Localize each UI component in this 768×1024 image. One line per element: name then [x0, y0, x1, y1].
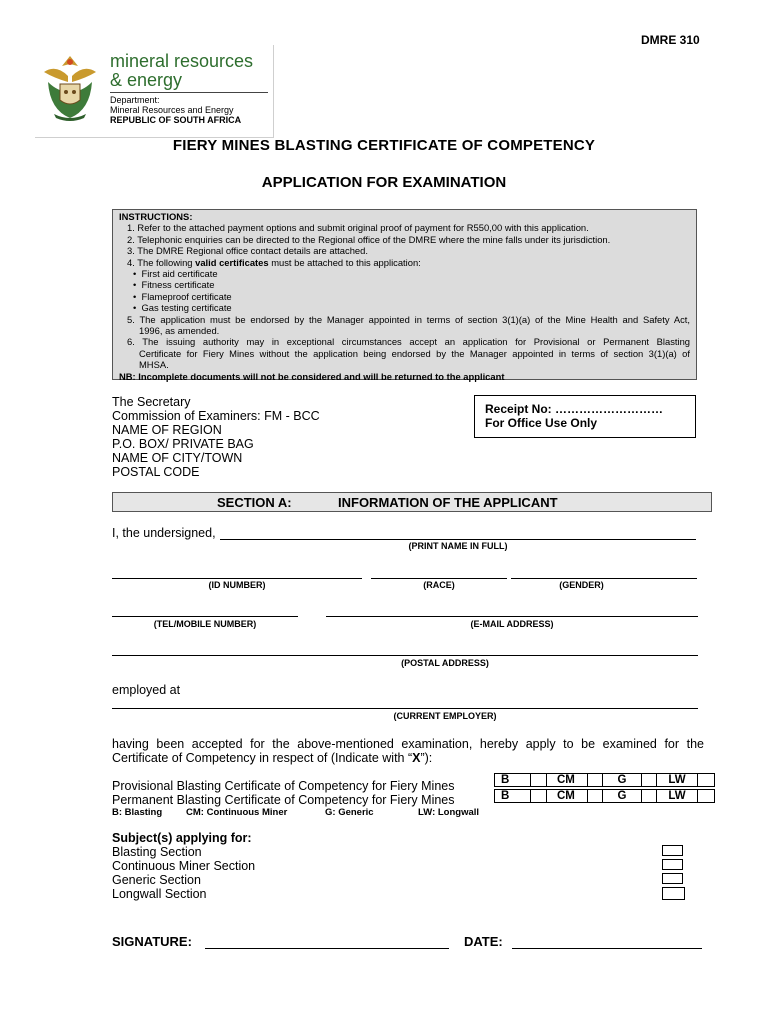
option-text: LW [668, 774, 686, 786]
form-title: FIERY MINES BLASTING CERTIFICATE OF COMPETENCY [172, 137, 596, 154]
application-statement [112, 737, 704, 765]
option-g-label [603, 774, 642, 787]
option-text: CM [557, 774, 575, 786]
email-field[interactable] [326, 616, 698, 617]
department-block [110, 95, 241, 125]
instruction-item: 3. The DMRE Regional office contact details are attached. [127, 245, 368, 257]
statement-mark: X [412, 751, 421, 765]
phone-field[interactable] [112, 616, 298, 617]
email-caption: (E-MAIL ADDRESS) [470, 619, 554, 629]
legend-longwall: LW: Longwall [418, 807, 480, 818]
bullet-text: Flameproof certificate [141, 290, 232, 302]
brand-name-line1: mineral resources [110, 51, 254, 71]
instruction-continuation: MHSA. [139, 359, 169, 371]
blasting-section-checkbox[interactable] [662, 845, 683, 856]
option-cm-label [547, 790, 588, 803]
brand-divider [110, 92, 268, 93]
recipient-address [112, 395, 320, 479]
dept-name: Mineral Resources and Energy [110, 105, 234, 115]
option-text: CM [557, 790, 575, 802]
bullet-item: • First aid certificate [133, 268, 218, 280]
instruction-item: 2. Telephonic enquiries can be directed to the Regional office of the DMRE where the mine falls under its jurisdiction. [127, 233, 611, 245]
legend-generic: G: Generic [325, 807, 374, 818]
statement-text: ”): [420, 751, 433, 765]
legend-continuous-miner: CM: Continuous Miner [186, 807, 288, 818]
bullet-text: Gas testing certificate [141, 302, 232, 314]
postal-address-caption: (POSTAL ADDRESS) [401, 658, 489, 668]
instruction-item: 6. The issuing authority may in exceptional circumstances accept an application for Provisional or Permanent Blasting [127, 336, 690, 348]
gender-caption: (GENDER) [559, 580, 604, 590]
option-b-checkbox[interactable] [531, 774, 547, 787]
date-label: DATE: [464, 934, 503, 949]
section-a-header [112, 492, 712, 512]
instructions-box [112, 209, 697, 380]
phone-caption: (TEL/MOBILE NUMBER) [153, 619, 257, 629]
receipt-number: Receipt No: ……………………… [485, 402, 664, 416]
race-field[interactable] [371, 578, 507, 579]
instruction-item: 1. Refer to the attached payment options and submit original proof of payment for R550,00 with this application. [127, 222, 589, 234]
id-number-field[interactable] [112, 578, 362, 579]
full-name-field[interactable] [220, 539, 696, 540]
subject-item: Longwall Section [112, 887, 207, 901]
option-text: G [617, 790, 627, 802]
brand-name-line2: & energy [110, 70, 183, 90]
undersigned-label: I, the undersigned, [112, 526, 216, 540]
address-line: Commission of Examiners: FM - BCC [112, 409, 320, 423]
subject-item: Blasting Section [112, 845, 202, 859]
employer-caption: (CURRENT EMPLOYER) [393, 711, 497, 721]
coat-of-arms-icon [40, 52, 100, 124]
date-field[interactable] [512, 948, 702, 949]
option-cm-label [547, 774, 588, 787]
option-cm-checkbox[interactable] [588, 774, 603, 787]
instructions-nb: NB: Incomplete documents will not be considered and will be returned to the applicant [119, 370, 505, 382]
signature-field[interactable] [205, 948, 449, 949]
instruction-text: 4. The following [127, 256, 196, 268]
instruction-emphasis: valid certificates [195, 256, 269, 268]
instruction-continuation: Certificate for Fiery Mines without the application being endorsed by the Manager appointed in terms of section 3(1)(a) of [139, 347, 690, 359]
provisional-options [494, 773, 715, 787]
instruction-item [119, 257, 690, 268]
option-b-label [495, 790, 531, 803]
office-use-label: For Office Use Only [485, 416, 598, 430]
option-b-checkbox[interactable] [531, 790, 547, 803]
instructions-heading: INSTRUCTIONS: [119, 211, 193, 222]
gender-field[interactable] [511, 578, 697, 579]
address-line: The Secretary [112, 395, 191, 409]
statement-text: having been accepted for the above-mentioned examination, hereby apply to be examined for the Certificate of Competency in respect of (Indicate with “ [112, 737, 704, 765]
option-g-checkbox[interactable] [642, 790, 657, 803]
option-g-checkbox[interactable] [642, 774, 657, 787]
option-lw-label [657, 790, 698, 803]
option-cm-checkbox[interactable] [588, 790, 603, 803]
dept-country: REPUBLIC OF SOUTH AFRICA [110, 115, 242, 125]
address-line: NAME OF REGION [112, 423, 222, 437]
signature-label: SIGNATURE: [112, 934, 192, 949]
instruction-text: must be attached to this application: [268, 256, 421, 268]
option-lw-checkbox[interactable] [698, 790, 715, 803]
instruction-continuation: 1996, as amended. [139, 325, 220, 337]
option-text: G [617, 774, 627, 786]
bullet-item: • Gas testing certificate [133, 302, 232, 314]
bullet-item: • Fitness certificate [133, 279, 215, 291]
option-lw-label [657, 774, 698, 787]
bullet-text: First aid certificate [141, 268, 218, 280]
receipt-box [474, 395, 696, 438]
instruction-item: 5. The application must be endorsed by the Manager appointed in terms of section 3(1)(a) of the Mine Health and Safety Act, [127, 313, 690, 325]
employer-field[interactable] [112, 708, 698, 709]
address-line: P.O. BOX/ PRIVATE BAG [112, 437, 254, 451]
address-line: NAME OF CITY/TOWN [112, 451, 243, 465]
subject-item: Continuous Miner Section [112, 859, 256, 873]
option-text: LW [668, 790, 686, 802]
option-g-label [603, 790, 642, 803]
generic-section-checkbox[interactable] [662, 873, 683, 884]
race-caption: (RACE) [423, 580, 455, 590]
bullet-item: • Flameproof certificate [133, 290, 232, 302]
address-line: POSTAL CODE [112, 465, 200, 479]
section-title: INFORMATION OF THE APPLICANT [338, 495, 558, 510]
permanent-options [494, 789, 715, 803]
subject-item: Generic Section [112, 873, 201, 887]
permanent-certificate-label: Permanent Blasting Certificate of Competency for Fiery Mines [112, 793, 455, 807]
continuous-miner-section-checkbox[interactable] [662, 859, 683, 870]
employed-at-label: employed at [112, 683, 181, 697]
postal-address-field[interactable] [112, 655, 698, 656]
option-text: B [501, 790, 510, 802]
option-lw-checkbox[interactable] [698, 774, 715, 787]
subjects-list [112, 831, 255, 901]
bullet-text: Fitness certificate [141, 279, 215, 291]
id-number-caption: (ID NUMBER) [208, 580, 266, 590]
section-label: SECTION A: [217, 495, 292, 510]
provisional-certificate-label: Provisional Blasting Certificate of Competency for Fiery Mines [112, 779, 455, 793]
option-b-label [495, 774, 531, 787]
legend-blasting: B: Blasting [112, 807, 163, 818]
form-code: DMRE 310 [641, 33, 700, 47]
longwall-section-checkbox[interactable] [662, 887, 685, 900]
subjects-heading: Subject(s) applying for: [112, 831, 252, 845]
option-text: B [501, 774, 510, 786]
form-subtitle: APPLICATION FOR EXAMINATION [261, 174, 507, 191]
full-name-caption: (PRINT NAME IN FULL) [408, 541, 508, 551]
dept-label: Department: [110, 95, 160, 105]
